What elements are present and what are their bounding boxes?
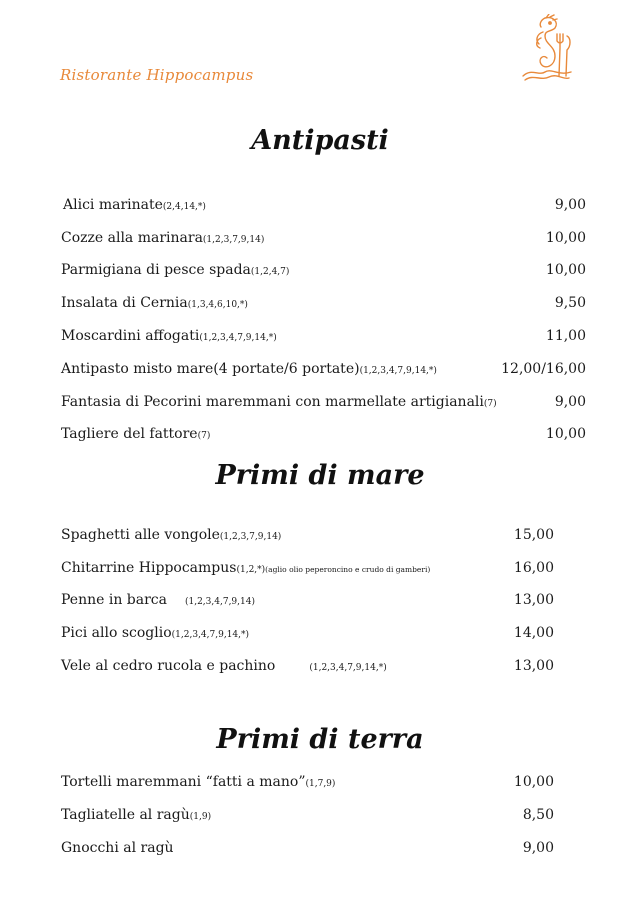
- menu-item: [61, 560, 430, 576]
- allergen-codes: (1,7,9): [305, 779, 336, 789]
- dish-note: (aglio olio peperoncino e crudo di gamberi): [265, 565, 431, 574]
- dish-name: Antipasto misto mare(4 portate/6 portate): [61, 361, 360, 377]
- allergen-codes: (1,2,3,4,7,9,14,*): [309, 663, 387, 673]
- dish-name: Parmigiana di pesce spada: [61, 262, 251, 278]
- allergen-codes: (1,3,4,6,10,*): [187, 300, 248, 310]
- menu-item: [61, 230, 264, 246]
- menu-item: [61, 625, 249, 641]
- dish-name: Alici marinate: [63, 197, 163, 213]
- allergen-codes: (1,2,3,4,7,9,14,*): [359, 366, 437, 376]
- dish-price: 9,00: [554, 197, 586, 213]
- dish-price: 8,50: [522, 807, 554, 823]
- allergen-codes: (1,2,3,7,9,14): [219, 532, 282, 542]
- allergen-codes: (1,9): [189, 812, 212, 822]
- section-title-antipasti: Antipasti: [251, 125, 389, 156]
- allergen-codes: (1,2,3,4,7,9,14,*): [171, 630, 250, 640]
- dish-name: Spaghetti alle vongole: [61, 527, 220, 543]
- allergen-codes: (1,2,3,4,7,9,14): [184, 597, 255, 607]
- menu-item: [61, 328, 277, 344]
- dish-price: 10,00: [513, 774, 554, 790]
- menu-item: [61, 840, 174, 856]
- dish-name: Tagliatelle al ragù: [61, 807, 190, 823]
- allergen-codes: (7): [197, 431, 211, 441]
- dish-name: Chitarrine Hippocampus: [61, 560, 237, 576]
- allergen-codes: (1,2,4,7): [250, 267, 290, 277]
- menu-item: [61, 394, 497, 410]
- menu-item: [61, 426, 210, 442]
- menu-item: [61, 774, 335, 790]
- dish-price: 9,50: [554, 295, 586, 311]
- seahorse-fork-logo-icon: [515, 14, 575, 84]
- dish-name: Cozze alla marinara: [61, 230, 203, 246]
- dish-name: Moscardini affogati: [61, 328, 200, 344]
- dish-name: Gnocchi al ragù: [61, 840, 174, 856]
- menu-item: [61, 361, 437, 377]
- menu-item: [61, 527, 281, 543]
- dish-price: 10,00: [545, 262, 586, 278]
- dish-price: 11,00: [545, 328, 586, 344]
- dish-name: Fantasia di Pecorini maremmani con marmellate artigianali: [61, 394, 484, 410]
- dish-name: Pici allo scoglio: [61, 625, 172, 641]
- section-title-primi-di-mare: Primi di mare: [215, 460, 425, 491]
- menu-item: [63, 197, 206, 213]
- dish-price: 9,00: [522, 840, 554, 856]
- menu-item: [61, 592, 255, 608]
- dish-price: 12,00/16,00: [501, 361, 586, 377]
- allergen-codes: (1,2,3,4,7,9,14,*): [199, 333, 277, 343]
- dish-price: 9,00: [554, 394, 586, 410]
- dish-price: 10,00: [545, 230, 586, 246]
- dish-price: 13,00: [513, 658, 554, 674]
- allergen-codes: (2,4,14,*): [162, 202, 206, 212]
- dish-price: 13,00: [513, 592, 554, 608]
- dish-price: 14,00: [513, 625, 554, 641]
- dish-price: 16,00: [513, 560, 554, 576]
- dish-price: 15,00: [513, 527, 554, 543]
- allergen-codes: (7): [483, 399, 497, 409]
- restaurant-name: Ristorante Hippocampus: [60, 66, 254, 84]
- dish-name: Tagliere del fattore: [61, 426, 198, 442]
- dish-name: Tortelli maremmani “fatti a mano”: [61, 774, 306, 790]
- dish-price: 10,00: [545, 426, 586, 442]
- dish-name: Penne in barca: [61, 592, 167, 608]
- menu-item: [61, 658, 387, 674]
- menu-item: [61, 295, 248, 311]
- menu-item: [61, 807, 211, 823]
- dish-name: Insalata di Cernia: [61, 295, 188, 311]
- section-title-primi-di-terra: Primi di terra: [216, 724, 424, 755]
- allergen-codes: (1,2,*): [236, 565, 266, 575]
- dish-name: Vele al cedro rucola e pachino: [61, 658, 276, 674]
- menu-item: [61, 262, 289, 278]
- allergen-codes: (1,2,3,7,9,14): [202, 235, 265, 245]
